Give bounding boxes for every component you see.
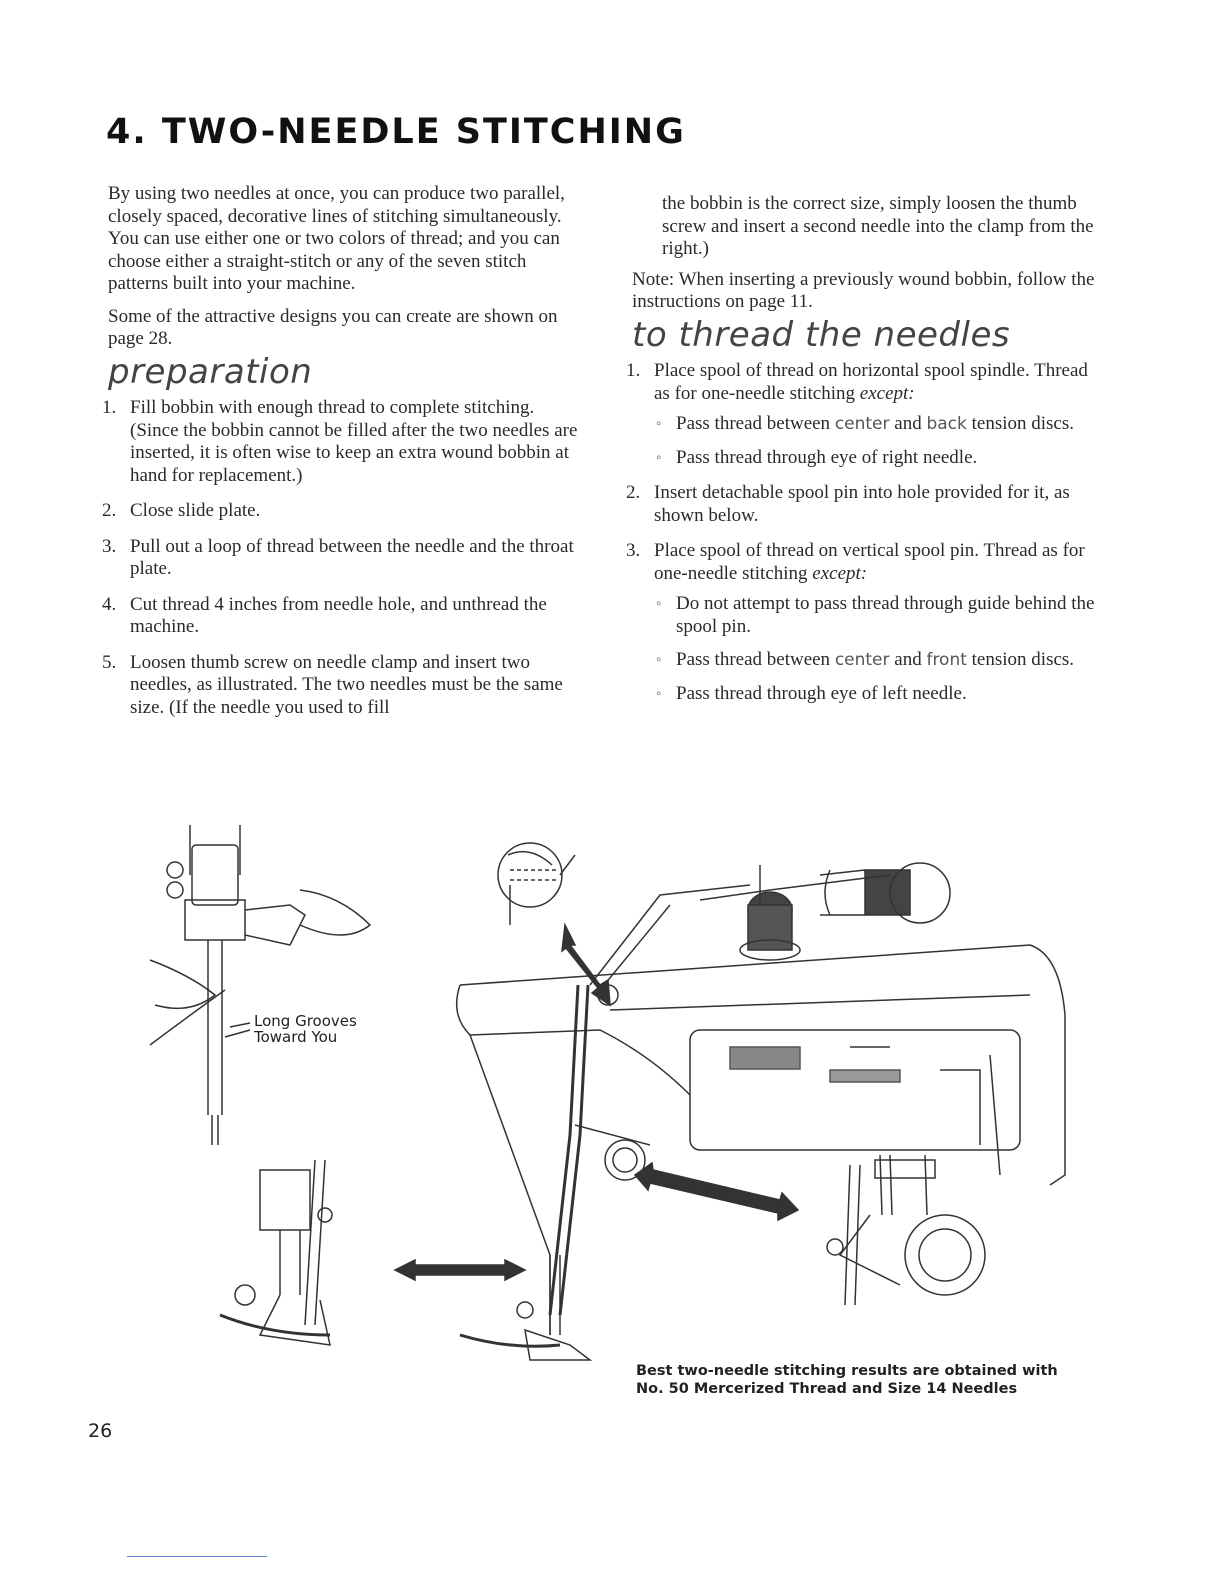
list-item: 4. Cut thread 4 inches from needle hole, and unthread the machine. [102,593,547,637]
double-arrow-middle [635,1163,798,1220]
list-item: 2. Close slide plate. [102,500,261,521]
presser-foot-detail [220,1160,332,1345]
sub-item: ◦ Do not attempt to pass thread through guide behind the spool pin. [654,593,1108,638]
page-number: 26 [88,1420,113,1442]
list-item: 5. Loosen thumb screw on needle clamp and insert two needles, as illustrated. The two needles must be the same size. (If the needle you used to fill [102,651,563,718]
machine-body [457,863,1065,1360]
page-title: 4. TWO-NEEDLE STITCHING [106,112,686,152]
sub-item: ◦ Pass thread through eye of right needle. [654,447,1108,470]
tension-detail-right [827,1155,985,1305]
double-arrow-left [395,1260,525,1280]
thread-needles-heading: to thread the needles [632,314,1011,355]
intro-paragraph-2: Some of the attractive designs you can create are shown on page 28. [108,305,558,349]
sub-item: ◦ Pass thread between center and front tension discs. [654,649,1108,672]
right-column [626,193,1108,718]
left-column [102,183,580,732]
list-item: 2. Insert detachable spool pin into hole provided for it, as shown below. [626,482,1070,526]
step5-continuation: the bobbin is the correct size, simply loosen the thumb screw and insert a second needle into the clamp from the right.) [662,193,1094,259]
preparation-steps [102,397,580,719]
intro-paragraph-1: By using two needles at once, you can produce two parallel, closely spaced, decorative lines of stitching simultaneously. You can use either one or two colors of thread; and you can choose either a straight-stitch or any of the seven stitch patterns built into your machine. [108,183,565,294]
sub-item: ◦ Pass thread through eye of left needle. [654,683,1108,706]
list-item: 3. Place spool of thread on vertical spool pin. Thread as for one-needle stitching except: ◦ Do not attempt to pass thread through guide behind the spool pin. ◦ Pass thread between center and front tension discs. ◦ Pass thread through eye of left needle. [632,540,1108,705]
thread-steps [626,360,1108,705]
list-item: 1. Place spool of thread on horizontal spool spindle. Thread as for one-needle stitching except: ◦ Pass thread between center and back tension discs. ◦ Pass thread through eye of right needle. [632,360,1108,469]
sub-item: ◦ Pass thread between center and back tension discs. [654,413,1108,436]
tension-arrow [562,925,610,1005]
preparation-heading: preparation [108,351,313,392]
figure-caption: Best two-needle stitching results are obtained with No. 50 Mercerized Thread and Size 14 Needles [636,1363,1058,1397]
sewing-machine-illustration [130,815,1070,1375]
list-item: 3. Pull out a loop of thread between the needle and the throat plate. [102,535,574,579]
list-item: 1. Fill bobbin with enough thread to complete stitching. (Since the bobbin cannot be filled after the two needles are inserted, it is often wise to keep an extra wound bobbin at hand for replacement.) [102,397,578,486]
long-grooves-label: Long Grooves [254,1012,357,1030]
bobbin-note: Note: When inserting a previously wound bobbin, follow the instructions on page 11. [632,268,1095,312]
tension-dial-detail [498,843,575,925]
footer-rule [127,1556,267,1557]
toward-you-label: Toward You [254,1028,338,1046]
needle-clamp-detail [150,825,370,1145]
